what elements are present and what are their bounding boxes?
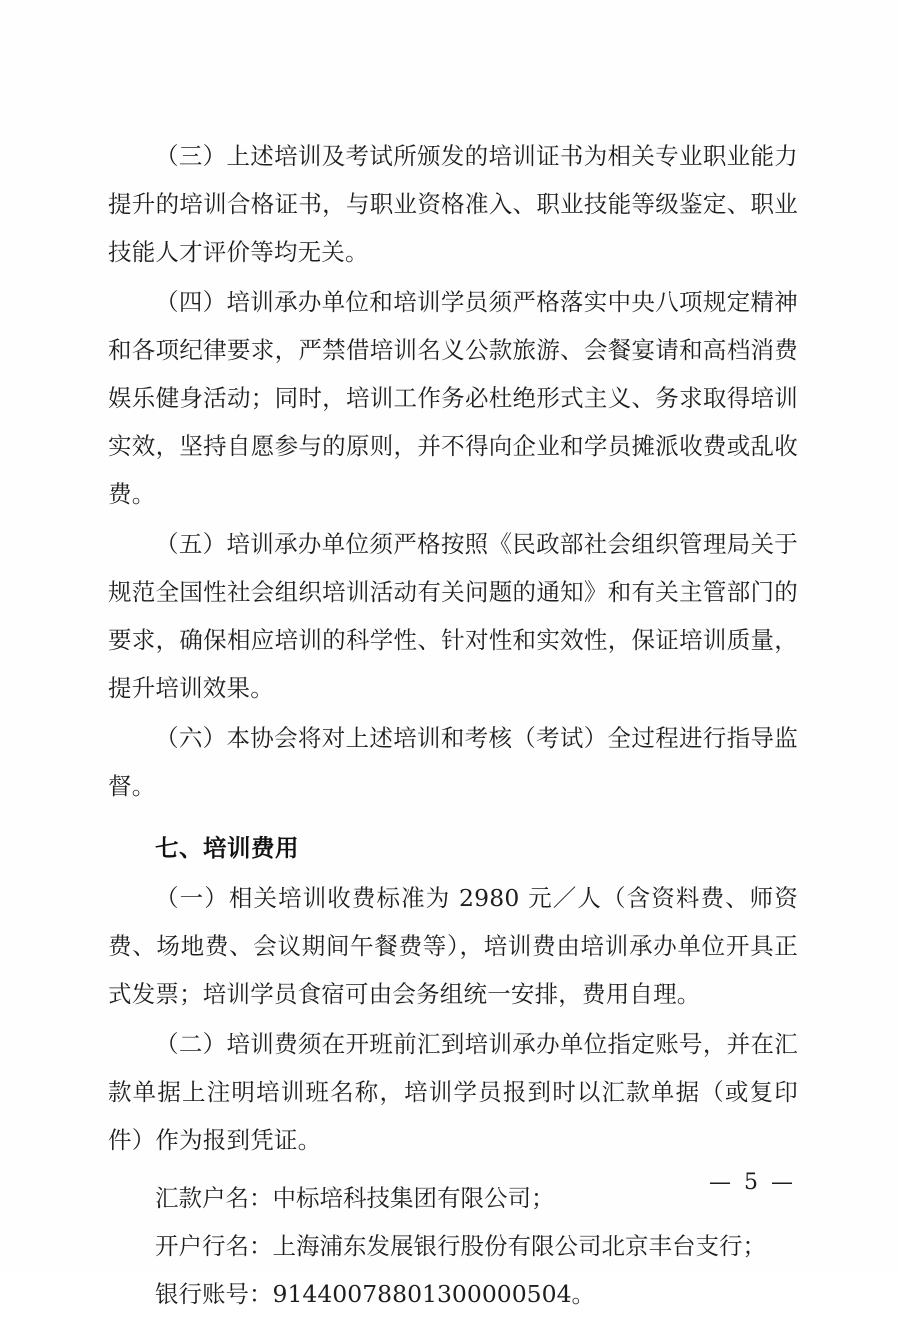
page-number: — 5 —	[709, 1170, 796, 1195]
fee-paragraph-1: （一）相关培训收费标准为 2980 元／人（含资料费、师资费、场地费、会议期间午餐费等），培训费由培训承办单位开具正式发票；培训学员食宿可由会务组统一安排，费用自理。	[108, 884, 798, 1008]
paragraph-6: （六）本协会将对上述培训和考核（考试）全过程进行指导监督。	[108, 724, 798, 800]
fee-paragraph-2: （二）培训费须在开班前汇到培训承办单位指定账号，并在汇款单据上注明培训班名称，培训学员报到时以汇款单据（或复印件）作为报到凭证。	[108, 1030, 798, 1154]
bank-account-name: 汇款户名：中标培科技集团有限公司；	[155, 1184, 555, 1212]
bank-branch-name: 开户行名：上海浦东发展银行股份有限公司北京丰台支行；	[155, 1232, 766, 1260]
bank-account-number: 银行账号：91440078801300000504。	[155, 1280, 596, 1308]
paragraph-5: （五）培训承办单位须严格按照《民政部社会组织管理局关于规范全国性社会组织培训活动有关问题的通知》和有关主管部门的要求，确保相应培训的科学性、针对性和实效性，保证培训质量，提升培训效果。	[108, 530, 798, 702]
spacer	[108, 1166, 798, 1174]
section-heading-training-fee: 七、培训费用	[155, 834, 299, 862]
paragraph-4: （四）培训承办单位和培训学员须严格落实中央八项规定精神和各项纪律要求，严禁借培训名义公款旅游、会餐宴请和高档消费娱乐健身活动；同时，培训工作务必杜绝形式主义、务求取得培训实效，坚持自愿参与的原则，并不得向企业和学员摊派收费或乱收费。	[108, 288, 798, 508]
paragraph-3: （三）上述培训及考试所颁发的培训证书为相关专业职业能力提升的培训合格证书，与职业资格准入、职业技能等级鉴定、职业技能人才评价等均无关。	[108, 142, 798, 266]
document-body	[108, 132, 798, 1318]
